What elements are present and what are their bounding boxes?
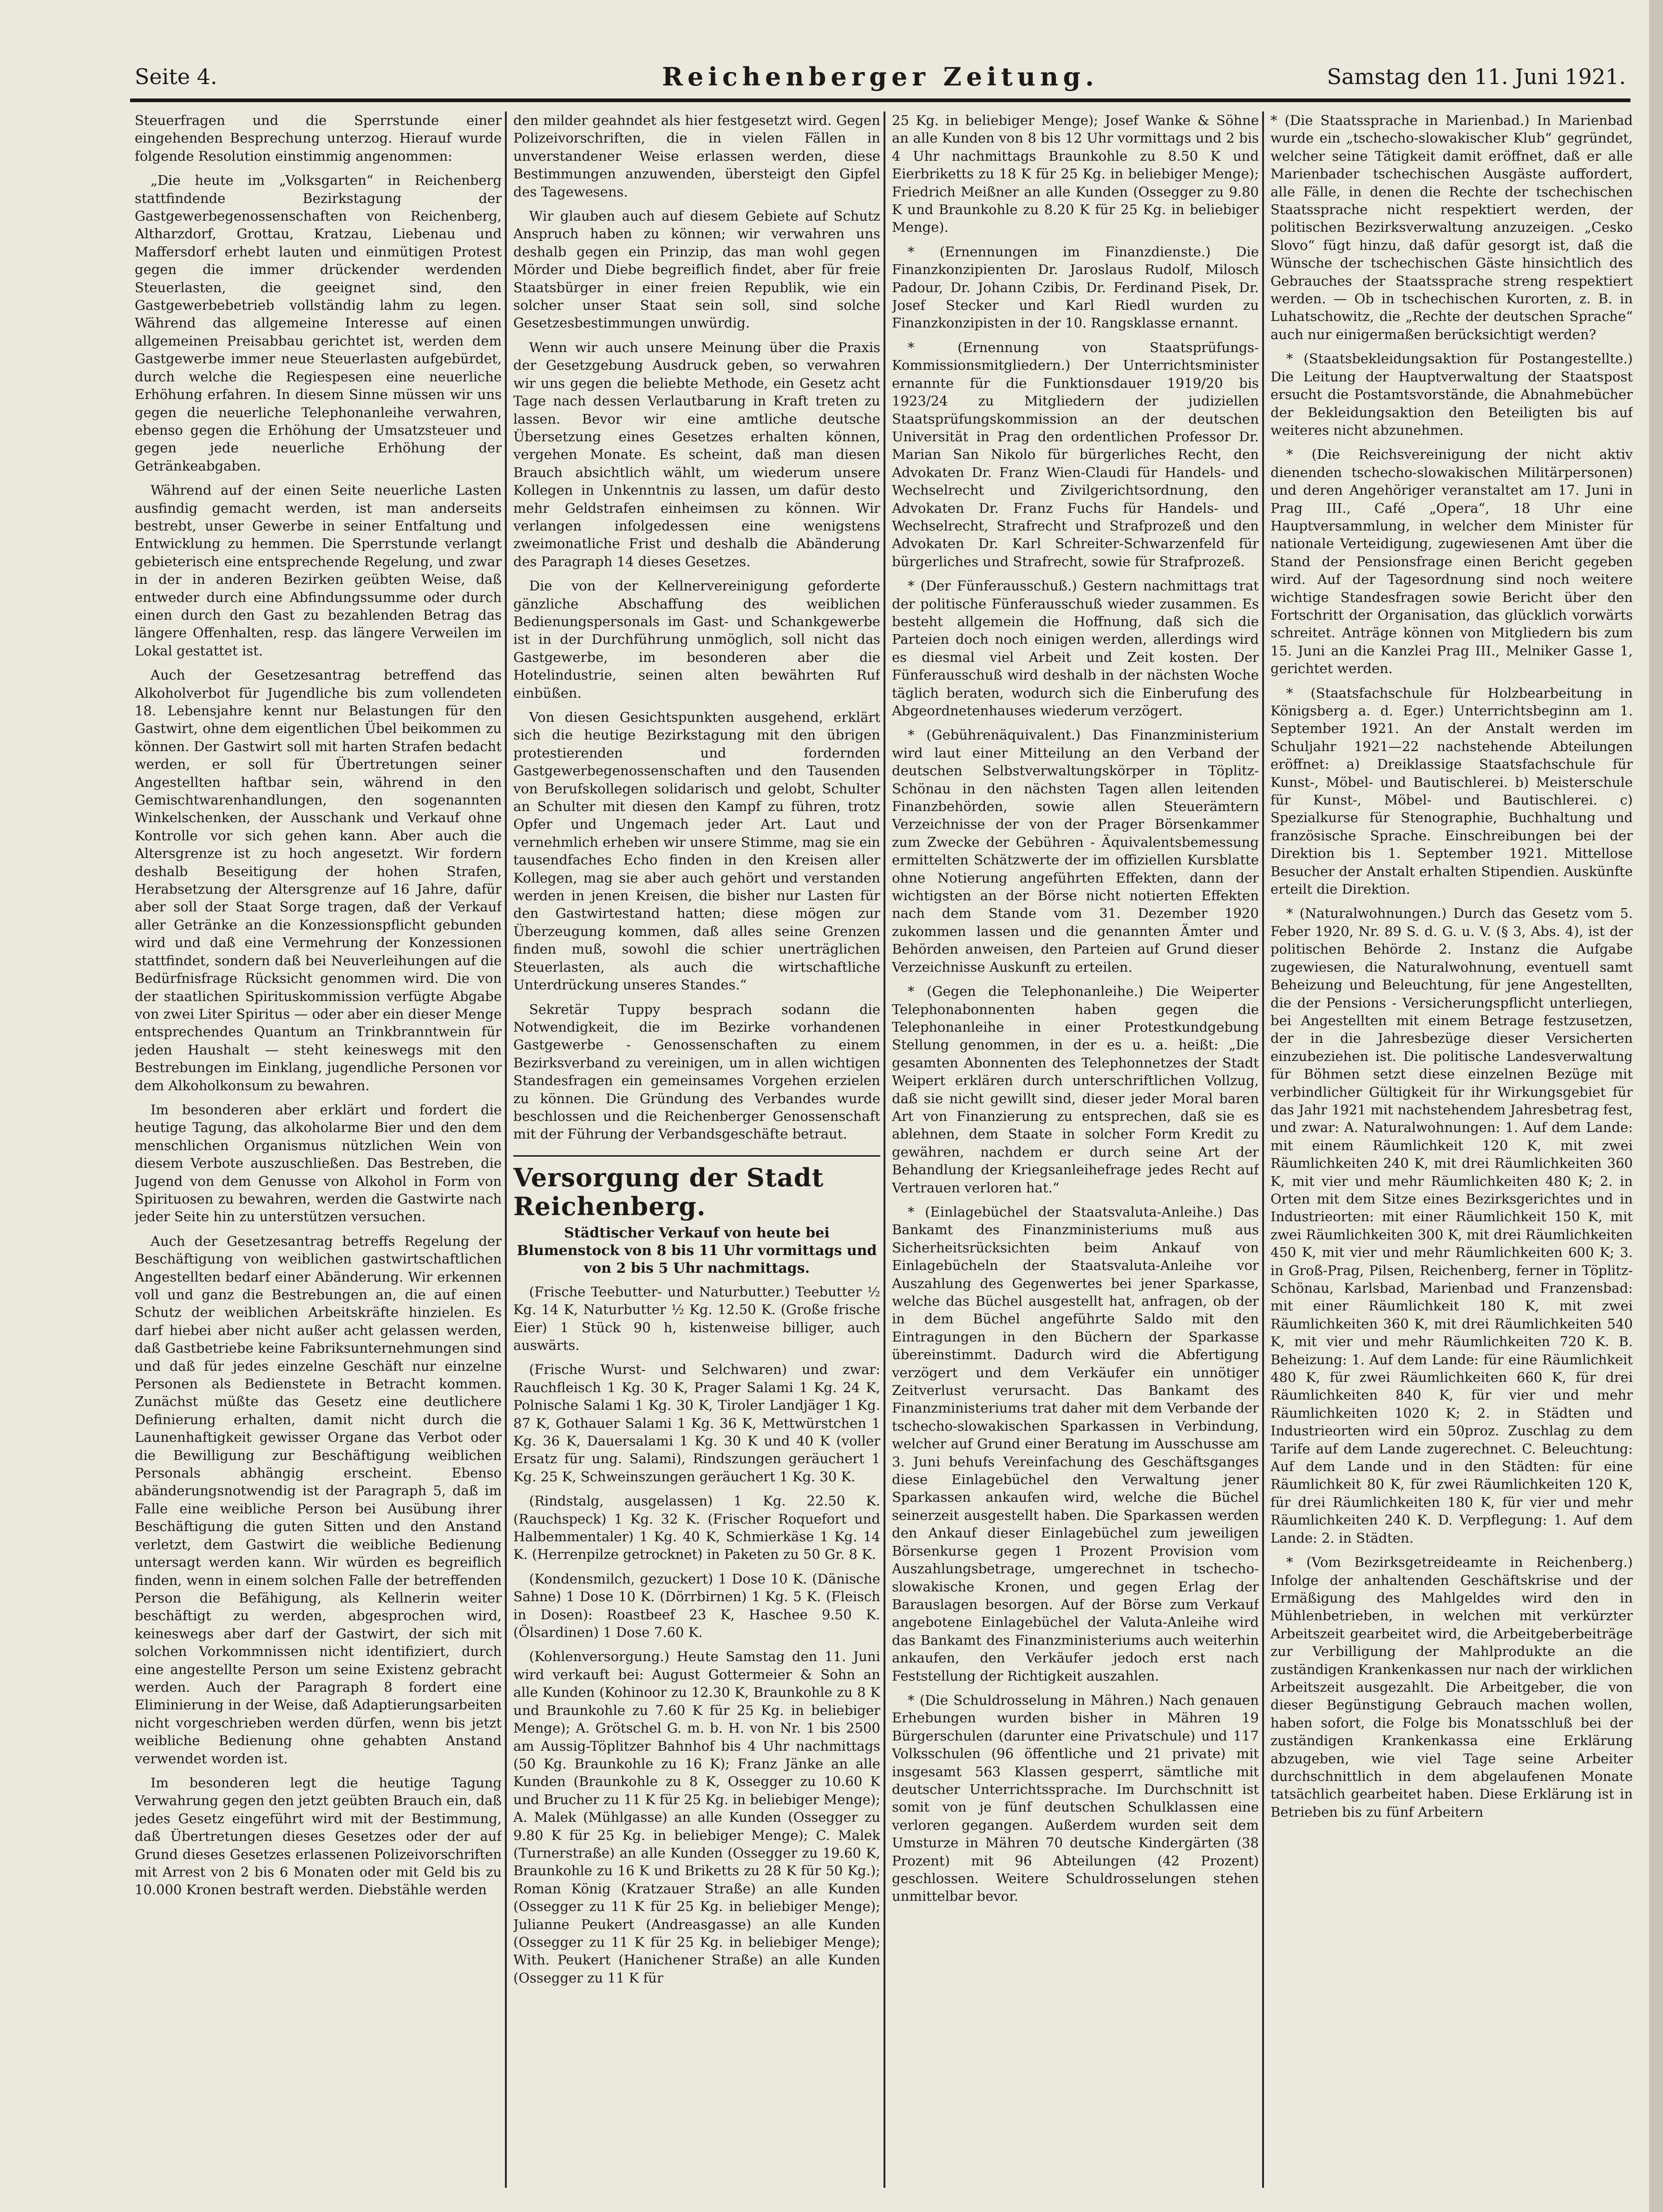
column-3 [892, 111, 1259, 2188]
column-divider [884, 111, 885, 2188]
article-paragraph: Auch der Gesetzesantrag betreffs Regelung der Beschäftigung von weiblichen gastwirtschaftlichen Angestellten bedarf einer Abänderung. Wir erkennen voll und ganz die Bestrebungen an, die auf einen Schutz der weiblichen Arbeitskräfte hinzielen. Es darf hiebei aber nicht außer acht gelassen werden, daß Gastbetriebe keine Fabriksunternehmungen sind und daß für jedes einzelne Geschäft nur einzelne Personen als Bedienstete in Betracht kommen. Zunächst müßte das Gesetz eine deutlichere Definierung erhalten, damit nicht durch die Launenhaftigkeit gewisser Organe das Verbot oder die Bewilligung zur Beschäftigung weiblichen Personals abhängig erscheint. Ebenso abänderungsnotwendig ist der Paragraph 5, daß im Falle eine weibliche Person bei Ausübung ihrer Beschäftigung die guten Sitten und den Anstand verletzt, dem Gastwirt die weibliche Bedienung untersagt werden kann. Wir würden es begreiflich finden, wenn in einem solchen Falle der betreffenden Person die Befähigung, als Kellnerin weiter beschäftigt zu werden, abgesprochen wird, keineswegs aber darf der Gastwirt, der sich mit solchen Vorkommnissen nicht identifiziert, durch eine angestellte Person um seine Existenz gebracht werden. Auch der Paragraph 8 fordert eine Eliminierung in der Weise, daß Adaptierungsarbeiten nicht vorgeschrieben werden dürfen, wenn bis jetzt weibliche Bedienung ohne gehabten Anstand verwendet worden ist. [135, 1233, 502, 1767]
header-rule [130, 98, 1630, 102]
issue-date: Samstag den 11. Juni 1921. [1327, 64, 1626, 89]
article-paragraph: den milder geahndet als hier festgesetzt wird. Gegen Polizeivorschriften, die in vielen Fällen in unverstandener Weise erlassen werden, diese Bestimmungen anzuwenden, übersteigt den Gipfel des Tagewesens. [513, 112, 880, 200]
article-paragraph: (Frische Wurst- und Selchwaren) und zwar: Rauchfleisch 1 Kg. 30 K, Prager Salami 1 Kg. 24 K, Polnische Salami 1 Kg. 30 K, Tiroler Landjäger 1 Kg. 87 K, Gothauer Salami 1 Kg. 36 K, Mettwürstchen 1 Kg. 36 K, Dauersalami 1 Kg. 30 K und 40 K (voller Ersatz für ung. Salami), Rindszungen geräuchert 1 Kg. 25 K, Schweinszungen geräuchert 1 Kg. 30 K. [513, 1361, 880, 1485]
article-paragraph: * (Die Reichsvereinigung der nicht aktiv dienenden tschecho-slowakischen Militärpersonen) und deren Angehöriger veranstaltet am 17. Juni in Prag III., Café „Opera“, 18 Uhr eine Hauptversammlung, in welcher dem Minister für nationale Verteidigung, zugewiesenen Amt über die Stand der Pensionsfrage einen Bericht gegeben wird. Auf der Tagesordnung sind noch weitere wichtige Standesfragen sowie Bericht über den Fortschritt der Organisation, das glücklich vorwärts schreitet. Anträge können von Mitgliedern bis zum 15. Juni an die Kanzlei Prag III., Melniker Gasse 1, gerichtet werden. [1270, 446, 1633, 677]
column-divider [505, 111, 507, 2188]
article-paragraph: * (Einlagebüchel der Staatsvaluta-Anleihe.) Das Bankamt des Finanzministeriums muß aus Sicherheitsrücksichten beim Ankauf von Einlagebücheln der Staatsvaluta-Anleihe vor Auszahlung des Gegenwertes bei jener Sparkasse, welche das Büchel ausgestellt hat, anfragen, ob der in dem Büchel angeführte Saldo mit den Eintragungen in den Büchern der Sparkasse übereinstimmt. Dadurch wird die Abfertigung verzögert und dem Verkäufer ein unnötiger Zeitverlust verursacht. Das Bankamt des Finanzministeriums trat daher mit dem Verbande der tschecho-slowakischen Sparkassen in Verbindung, welcher auf Grund einer Beratung im Ausschusse am 3. Juni behufs Vereinfachung des Geschäftsganges diese Einlagebüchel den Verwaltung jener Sparkassen ankaufen wird, welche die Büchel seinerzeit ausgestellt haben. Die Sparkassen werden den Ankauf dieser Einlagebüchel zum jeweiligen Börsenkurse gegen 1 Prozent Provision vom Auszahlungsbetrage, umgerechnet in tschecho-slowakische Kronen, und gegen Erlag der Barauslagen besorgen. Auf der Börse zum Verkauf angebotene Einlagebüchel der Valuta-Anleihe wird das Bankamt des Finanzministeriums auch weiterhin ankaufen, den Verkäufer jedoch erst nach Feststellung der Richtigkeit auszahlen. [892, 1204, 1259, 1684]
article-paragraph: * (Naturalwohnungen.) Durch das Gesetz vom 5. Feber 1920, Nr. 89 S. d. G. u. V. (§ 3, Abs. 4), ist der politischen Behörde 2. Instanz die Aufgabe zugewiesen, die Naturalwohnung, eventuell samt Beheizung und Beleuchtung, für jene Angestellten, die der Pensions - Versicherungspflicht unterliegen, bei Angestellten mit einem Betrage festzusetzen, der in die Jahresbezüge dieser Versicherten einzubeziehen ist. Die politische Landesverwaltung für Böhmen setzt diese einzelnen Bezüge mit verbindlicher Gültigkeit für ihr Wirkungsgebiet für das Jahr 1921 mit nachstehendem Jahresbetrag fest, und zwar: A. Naturalwohnungen: 1. Auf dem Lande: mit einem Räumlichkeit 120 K, mit zwei Räumlichkeiten 240 K, mit drei Räumlichkeiten 360 K, mit vier und mehr Räumlichkeiten 480 K; 2. in Orten mit dem Sitze eines Bezirksgerichtes und in Industrieorten: mit einer Räumlichkeit 150 K, mit zwei Räumlichkeiten 300 K, mit drei Räumlichkeiten 450 K, mit vier und mehr Räumlichkeiten 600 K; 3. in Groß-Prag, Pilsen, Reichenberg, ferner in Töplitz-Schönau, Karlsbad, Marienbad und Franzensbad: mit einer Räumlichkeit 180 K, mit zwei Räumlichkeiten 360 K, mit drei Räumlichkeiten 540 K, mit vier und mehr Räumlichkeiten 720 K. B. Beheizung: 1. Auf dem Lande: für eine Räumlichkeit 480 K, für zwei Räumlichkeiten 660 K, für drei Räumlichkeiten 840 K, für vier und mehr Räumlichkeiten 1020 K; 2. in Städten und Industrieorten wird ein 50proz. Zuschlag zu dem Tarife auf dem Lande zugerechnet. C. Beleuchtung: Auf dem Lande und in den Städten: für eine Räumlichkeit 80 K, für zwei Räumlichkeiten 120 K, für drei Räumlichkeiten 180 K, für vier und mehr Räumlichkeiten 240 K. D. Verpflegung: 1. Auf dem Lande: 2. in Städten. [1270, 905, 1633, 1546]
article-paragraph: Steuerfragen und die Sperrstunde einer eingehenden Besprechung unterzog. Hierauf wurde folgende Resolution einstimmig angenommen: [135, 112, 502, 164]
article-paragraph: * (Vom Bezirksgetreideamte in Reichenberg.) Infolge der anhaltenden Geschäftskrise und der Ermäßigung des Mahlgeldes wird den in Mühlenbetrieben, in welchen mit verkürzter Arbeitszeit gearbeitet wird, die Arbeitgeberbeiträge zur Verbilligung der Mahlprodukte an die zuständigen Krankenkassen nur nach der wirklichen Arbeitszeit ausgezahlt. Die Arbeitgeber, die von dieser Begünstigung Gebrauch machen wollen, haben sofort, die Folge bis Monatsschluß bei der zuständigen Krankenkassa eine Erklärung abzugeben, wie viel Tage seine Arbeiter durchschnittlich in dem abgelaufenen Monate tatsächlich gearbeitet haben. Diese Erklärung ist in Betrieben bis zu fünf Arbeitern [1270, 1554, 1633, 1820]
article-paragraph: Die von der Kellnervereinigung geforderte gänzliche Abschaffung des weiblichen Bedienungspersonals im Gast- und Schankgewerbe ist in der Durchführung unmöglich, soll nicht das Gastgewerbe, im besonderen aber die Hotelindustrie, seinen alten bewährten Ruf einbüßen. [513, 578, 880, 701]
column-4 [1270, 111, 1633, 2188]
section-subtitle: Städtischer Verkauf von heute bei Blumenstock von 8 bis 11 Uhr vormittags und von 2 bis 5 Uhr nachmittags. [517, 1224, 877, 1276]
page-number: Seite 4. [135, 64, 217, 89]
article-paragraph: 25 Kg. in beliebiger Menge); Josef Wanke & Söhne an alle Kunden von 8 bis 12 Uhr vormittags und 2 bis 4 Uhr nachmittags Braunkohle zu 8.50 K und Eierbriketts zu 18 K für 25 Kg. in beliebiger Menge); Friedrich Meißner an alle Kunden (Ossegger zu 9.80 K und Braunkohle zu 8.20 K für 25 Kg. in beliebiger Menge). [892, 112, 1259, 236]
column-2 [513, 111, 880, 2188]
article-paragraph: (Frische Teebutter- und Naturbutter.) Teebutter ½ Kg. 14 K, Naturbutter ½ Kg. 12.50 K. (Große frische Eier) 1 Stück 90 h, kistenweise billiger, auch auswärts. [513, 1283, 880, 1353]
newspaper-title: Reichenberger Zeitung. [662, 62, 1099, 92]
article-paragraph: * (Gegen die Telephonanleihe.) Die Weiperter Telephonabonnenten haben gegen die Telephonanleihe in einer Protestkundgebung Stellung genommen, in der es u. a. heißt: „Die gesamten Abonnenten des Telephonnetzes der Stadt Weipert erklären durch unterschriftlichen Vollzug, daß sie nicht gewillt sind, dieser jeder Moral baren Art von Finanzierung zu entsprechen, daß sie es ablehnen, dem Staate in solcher Form Kredit zu gewähren, nachdem er durch seine Art der Behandlung der Kriegsanleihefrage jedes Recht auf Vertrauen verloren hat.“ [892, 983, 1259, 1196]
article-paragraph: Wir glauben auch auf diesem Gebiete auf Schutz Anspruch haben zu können; wir verwahren uns deshalb gegen ein Prinzip, das man wohl gegen Mörder und Diebe begreiflich findet, aber für freie Staatsbürger in einer freien Republik, wie ein solcher unser Staat sein soll, sind solche Gesetzesbestimmungen unwürdig. [513, 208, 880, 331]
article-paragraph: (Kondensmilch, gezuckert) 1 Dose 10 K. (Dänische Sahne) 1 Dose 10 K. (Dörrbirnen) 1 Kg. 5 K. (Fleisch in Dosen): Roastbeef 23 K, Haschee 9.50 K. (Ölsardinen) 1 Dose 7.60 K. [513, 1571, 880, 1641]
article-paragraph: (Rindstalg, ausgelassen) 1 Kg. 22.50 K. (Rauchspeck) 1 Kg. 32 K. (Frischer Roquefort und Halbemmentaler) 1 Kg. 40 K, Schmierkäse 1 Kg. 14 K. (Herrenpilze getrocknet) in Paketen zu 50 Gr. 8 K. [513, 1493, 880, 1563]
article-paragraph: „Die heute im „Volksgarten“ in Reichenberg stattfindende Bezirkstagung der Gastgewerbegenossenschaften von Reichenberg, Altharzdorf, Grottau, Kratzau, Liebenau und Maffersdorf erhebt lauten und einmütigen Protest gegen die immer drückender werdenden Steuerlasten, die geeignet sind, den Gastgewerbebetrieb vollständig lahm zu legen. Während das allgemeine Interesse auf einen allgemeinen Preisabbau gerichtet ist, werden dem Gastgewerbe immer neue Steuerlasten aufgebürdet, durch welche die Regiespesen eine neuerliche Erhöhung erfahren. In diesem Sinne müssen wir uns gegen die neuerliche Telephonanleihe verwahren, ebenso gegen die Erhöhung der Umsatzsteuer und gegen jede neuerliche Erhöhung der Getränkeabgaben. [135, 172, 502, 474]
section-heading [513, 1155, 880, 1277]
article-paragraph: Wenn wir auch unsere Meinung über die Praxis der Gesetzgebung Ausdruck geben, so verwahren wir uns gegen die beliebte Methode, ein Gesetz acht Tage nach dessen Verlautbarung in Kraft treten zu lassen. Bevor wir eine amtliche deutsche Übersetzung eines Gesetzes erhalten können, vergehen Monate. Es scheint, daß man diesen Brauch absichtlich wählt, um wiederum unsere Kollegen in Unkenntnis zu lassen, um dafür desto mehr Geldstrafen einheimsen zu können. Wir verlangen infolgedessen eine wenigstens zweimonatliche Frist und deshalb die Abänderung des Paragraph 14 dieses Gesetzes. [513, 339, 880, 569]
article-paragraph: Auch der Gesetzesantrag betreffend das Alkoholverbot für Jugendliche bis zum vollendeten 18. Lebensjahre kennt nur Belastungen für den Gastwirt, ohne dem eigentlichen Übel beikommen zu können. Der Gastwirt soll mit harten Strafen bedacht werden, er soll für Übertretungen seiner Angestellten haftbar sein, während in den Gemischtwarenhandlungen, den sogenannten Winkelschenken, der Ausschank und Verkauf ohne Kontrolle vor sich gehen kann. Aber auch die Altersgrenze ist zu hoch angesetzt. Wir fordern deshalb Beseitigung der hohen Strafen, Herabsetzung der Altersgrenze auf 16 Jahre, dafür aber soll der Staat Sorge tragen, daß der Verkauf aller Getränke an die Konzessionspflicht gebunden wird und daß eine Vermehrung der Konzessionen stattfindet, sondern daß bei Neuverleihungen auf die Bedürfnisfrage Rücksicht genommen wird. Die von der staatlichen Spirituskommission verfügte Abgabe von zwei Liter Spiritus — oder aber ein dieser Menge entsprechendes Quantum an Trinkbranntwein für jeden Haushalt — steht keineswegs mit den Bestrebungen im Einklang, jugendliche Personen vor dem Alkoholkonsum zu bewahren. [135, 667, 502, 1093]
article-paragraph: * (Ernennungen im Finanzdienste.) Die Finanzkonzipienten Dr. Jaroslaus Rudolf, Milosch Padour, Dr. Johann Czibis, Dr. Ferdinand Pisek, Dr. Josef Stecker und Karl Riedl wurden zu Finanzkonzipisten in der 10. Rangsklasse ernannt. [892, 243, 1259, 331]
article-paragraph: Während auf der einen Seite neuerliche Lasten ausfindig gemacht werden, ist man anderseits bestrebt, unser Gewerbe in seiner Entfaltung und Entwicklung zu hemmen. Die Sperrstunde verlangt gebieterisch eine entsprechende Regelung, und zwar in der in anderen Bezirken geübten Weise, daß entweder durch eine Abfindungssumme oder durch einen durch den Gast zu bezahlenden Betrag das längere Offenhalten, resp. das längere Verweilen im Lokal gestattet ist. [135, 482, 502, 659]
article-paragraph: * (Staatsbekleidungsaktion für Postangestellte.) Die Leitung der Hauptverwaltung der Staatspost ersucht die Postamtsvorstände, die Abnahmebücher der Bekleidungsaktion den Beteiligten bis auf weiteres nicht abzunehmen. [1270, 351, 1633, 438]
column-divider [1262, 111, 1264, 2188]
article-paragraph: * (Ernennung von Staatsprüfungs-Kommissionsmitgliedern.) Der Unterrichtsminister ernannte für die Funktionsdauer 1919/20 bis 1923/24 zu Mitgliedern der judiziellen Staatsprüfungskommission an der deutschen Universität in Prag den ordentlichen Professor Dr. Marian San Nikolo für bürgerliches Recht, den Advokaten Dr. Franz Wien-Claudi für Handels- und Wechselrecht und Zivilgerichtsordnung, den Advokaten Dr. Franz Fuchs für Handels- und Wechselrecht, Strafrecht und Strafprozeß und den Advokaten Dr. Karl Schreiter-Schwarzenfeld für bürgerliches und Strafrecht, sowie für Strafprozeß. [892, 339, 1259, 569]
article-paragraph: * (Staatsfachschule für Holzbearbeitung in Königsberg a. d. Eger.) Unterrichtsbeginn am 1. September 1921. An der Anstalt werden im Schuljahr 1921—22 nachstehende Abteilungen eröffnet: a) Dreiklassige Staatsfachschule für Kunst-, Möbel- und Bautischlerei. b) Meisterschule für Kunst-, Möbel- und Bautischlerei. c) Spezialkurse für Stenographie, Buchhaltung und französische Sprache. Einschreibungen bei der Direktion bis 1. September 1921. Mittellose Besucher der Anstalt erhalten Stipendien. Auskünfte erteilt die Direktion. [1270, 685, 1633, 897]
article-paragraph: Im besonderen aber erklärt und fordert die heutige Tagung, das alkoholarme Bier und den dem menschlichen Organismus nützlichen Wein von diesem Verbote auszuschließen. Das Bestreben, die Jugend von dem Genusse von Alkohol in Form von Spirituosen zu bewahren, werden die Gastwirte nach jeder Seite hin zu unterstützen versuchen. [135, 1101, 502, 1225]
column-1 [135, 111, 502, 2188]
article-paragraph: * (Die Staatssprache in Marienbad.) In Marienbad wurde ein „tschecho-slowakischer Klub“ gegründet, welcher seine Tätigkeit damit eröffnet, daß er alle Marienbader tschechischen Ausgäste auffordert, alle Fälle, in denen die Rechte der tschechischen Staatssprache nicht respektiert werden, der politischen Bezirksverwaltung anzuzeigen. „Cesko Slovo“ fügt hinzu, daß dafür gesorgt ist, daß die Wünsche der tschechischen Gäste hinsichtlich des Gebrauches der Staatssprache streng respektiert werden. — Ob in tschechischen Kurorten, z. B. in Luhatschowitz, die „Rechte der deutschen Sprache“ auch nur einigermaßen berücksichtigt werden? [1270, 112, 1633, 342]
page-header [135, 60, 1626, 98]
article-paragraph: Im besonderen legt die heutige Tagung Verwahrung gegen den jetzt geübten Brauch ein, daß jedes Gesetz eingeführt wird mit der Bestimmung, daß Übertretungen dieses Gesetzes oder der auf Grund dieses Gesetzes erlassenen Polizeivorschriften mit Arrest von 2 bis 6 Monaten oder mit Geld bis zu 10.000 Kronen bestraft werden. Diebstähle werden [135, 1774, 502, 1898]
article-paragraph: * (Der Fünferausschuß.) Gestern nachmittags trat der politische Fünferausschuß wieder zusammen. Es besteht allgemein die Hoffnung, daß sich die Parteien doch noch einigen werden, allerdings wird es diesmal viel Arbeit und Zeit kosten. Der Fünferausschuß wird deshalb in der nächsten Woche täglich beraten, wodurch sich die Einberufung des Abgeordnetenhauses wiederum verzögert. [892, 578, 1259, 719]
article-paragraph: (Kohlenversorgung.) Heute Samstag den 11. Juni wird verkauft bei: August Gottermeier & Sohn an alle Kunden (Kohinoor zu 12.30 K, Braunkohle zu 8 K und Braunkohle zu 7.60 K für 25 Kg. in beliebiger Menge); A. Grötschel G. m. b. H. von Nr. 1 bis 2500 am Aussig-Töplitzer Bahnhof bis 4 Uhr nachmittags (50 Kg. Braunkohle zu 16 K); Franz Jänke an alle Kunden (Braunkohle zu 8 K, Ossegger zu 10.60 K und Brucher zu 11 K für 25 Kg. in beliebiger Menge); A. Malek (Mühlgasse) an alle Kunden (Ossegger zu 9.80 K für 25 Kg. in beliebiger Menge); C. Malek (Turnerstraße) an alle Kunden (Ossegger zu 19.60 K, Braunkohle zu 16 K und Briketts zu 28 K für 50 Kg.); Roman König (Kratzauer Straße) an alle Kunden (Ossegger zu 11 K für 25 Kg. in beliebiger Menge); Julianne Peukert (Andreasgasse) an alle Kunden (Ossegger zu 11 K für 25 Kg. in beliebiger Menge); With. Peukert (Hanichener Straße) an alle Kunden (Ossegger zu 11 K für [513, 1649, 880, 1986]
section-title: Versorgung der Stadt Reichenberg. [513, 1162, 824, 1221]
article-paragraph: Sekretär Tuppy besprach sodann die Notwendigkeit, die im Bezirke vorhandenen Gastgewerbe - Genossenschaften zu einem Bezirksverband zu vereinigen, um in allen wichtigen Standesfragen ein gemeinsames Vorgehen erzielen zu können. Die Gründung des Verbandes wurde beschlossen und die Reichenberger Genossenschaft mit der Führung der Verbandsgeschäfte betraut. [513, 1001, 880, 1142]
article-paragraph: Von diesen Gesichtspunkten ausgehend, erklärt sich die heutige Bezirkstagung mit den übrigen protestierenden und fordernden Gastgewerbegenossenschaften und den Tausenden von Berufskollegen solidarisch und gelobt, Schulter an Schulter mit diesen den Kampf zu führen, trotz Opfer und Ungemach jeder Art. Laut und vernehmlich erheben wir unsere Stimme, mag sie ein tausendfaches Echo finden in den Kreisen aller Kollegen, mag sie aber auch gehört und verstanden werden in jenen Kreisen, die bisher nur Lasten für den Gastwirtestand hatten; diese mögen zur Überzeugung kommen, daß alles seine Grenzen finden muß, sowohl die schier unerträglichen Steuerlasten, als auch die wirtschaftliche Unterdrückung unseres Standes.“ [513, 709, 880, 993]
article-paragraph: * (Gebührenäquivalent.) Das Finanzministerium wird laut einer Mitteilung an den Verband der deutschen Selbstverwaltungskörper in Töplitz-Schönau in den nächsten Tagen allen leitenden Finanzbehörden, sowie allen Steuerämtern Verzeichnisse der von der Prager Börsenkammer zum Zwecke der Gebühren - Äquivalentsbemessung ermittelten Schätzwerte der im offiziellen Kursblatte ohne Notierung angeführten Effekten, dann der wichtigsten an der Börse nicht notierten Effekten nach dem Stande vom 31. Dezember 1920 zukommen lassen und die genannten Ämter und Behörden anweisen, den Parteien auf Grund dieser Verzeichnisse Auskunft zu erteilen. [892, 727, 1259, 975]
article-paragraph: * (Die Schuldrosselung in Mähren.) Nach genauen Erhebungen wurden bisher in Mähren 19 Bürgerschulen (darunter eine Privatschule) und 117 Volksschulen (96 öffentliche und 21 private) mit insgesamt 563 Klassen gesperrt, sämtliche mit deutscher Unterrichtssprache. Im Durchschnitt ist somit von je fünf deutschen Schulklassen eine verloren gegangen. Außerdem wurden seit dem Umsturze in Mähren 70 deutsche Kindergärten (38 Prozent) mit 96 Abteilungen (42 Prozent) geschlossen. Weitere Schuldrosselungen stehen unmittelbar bevor. [892, 1692, 1259, 1904]
page-edge [1649, 0, 1663, 2212]
